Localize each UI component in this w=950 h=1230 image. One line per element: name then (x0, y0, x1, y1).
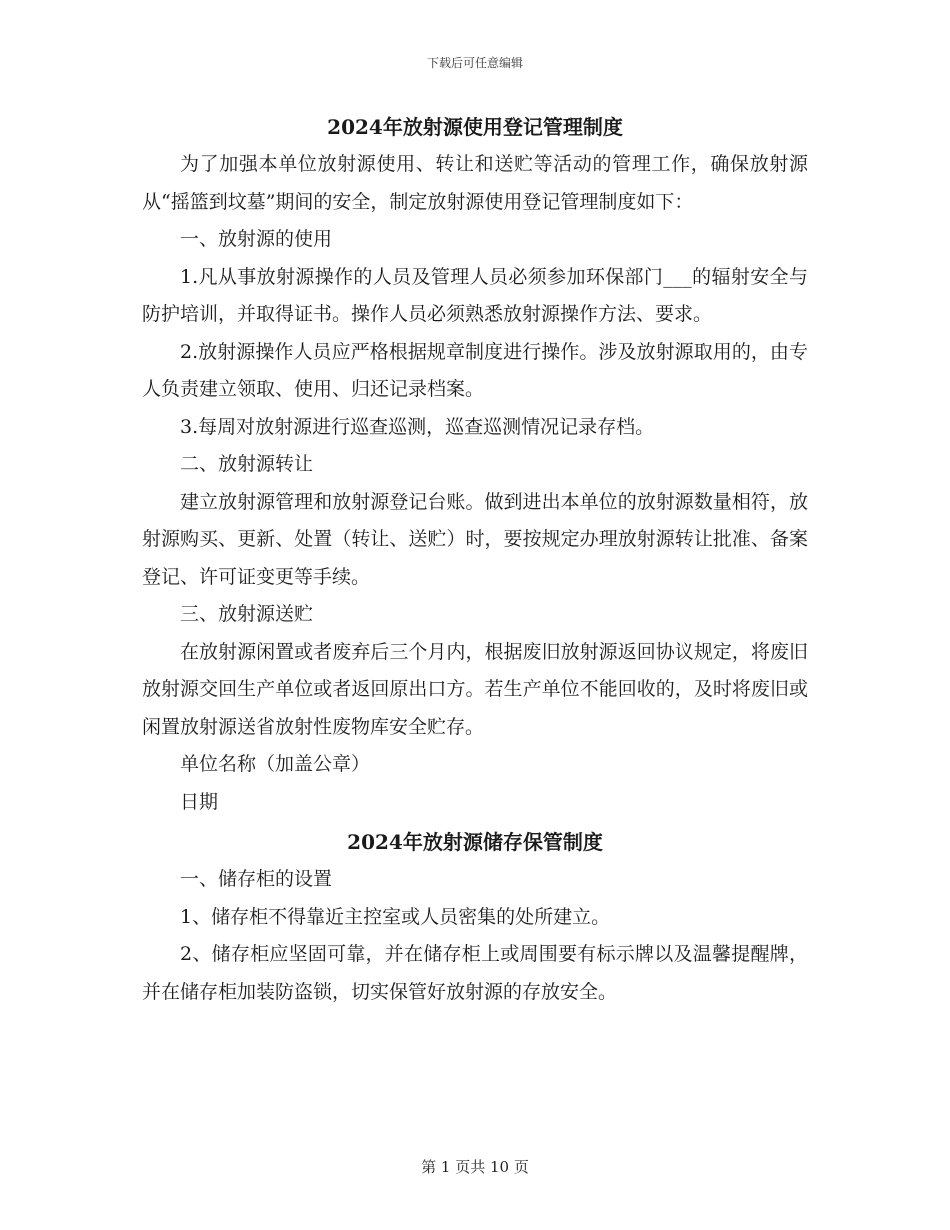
cabinet-item-2: 2、储存柜应坚固可靠，并在储存柜上或周围要有标示牌以及温馨提醒牌，并在储存柜加装防盗锁，切实保管好放射源的存放安全。 (142, 943, 808, 1003)
date-line: 日期 (180, 790, 219, 813)
document-body (142, 108, 808, 1011)
usage-item-3: 3.每周对放射源进行巡查巡测，巡查巡测情况记录存档。 (180, 415, 655, 438)
section-heading-usage: 一、放射源的使用 (180, 228, 333, 250)
section-heading-storage-delivery: 三、放射源送贮 (180, 603, 314, 625)
storage-delivery-paragraph: 在放射源闲置或者废弃后三个月内，根据废旧放射源返回协议规定，将废旧放射源交回生产单位或者返回原出口方。若生产单位不能回收的，及时将废旧或闲置放射源送省放射性废物库安全贮存。 (142, 640, 808, 738)
download-note: 下载后可任意编辑 (426, 56, 523, 70)
transfer-paragraph: 建立放射源管理和放射源登记台账。做到进出本单位的放射源数量相符，放射源购买、更新、处置（转让、送贮）时，要按规定办理放射源转让批准、备案登记、许可证变更等手续。 (142, 490, 808, 588)
usage-item-2: 2.放射源操作人员应严格根据规章制度进行操作。涉及放射源取用的，由专人负责建立领取、使用、归还记录档案。 (142, 340, 808, 400)
section-heading-cabinet: 一、储存柜的设置 (180, 868, 333, 890)
page-number: 第 1 页共 10 页 (421, 1158, 529, 1176)
cabinet-item-1: 1、储存柜不得靠近主控室或人员密集的处所建立。 (180, 905, 611, 928)
usage-item-1: 1.凡从事放射源操作的人员及管理人员必须参加环保部门___的辐射安全与防护培训，并取得证书。操作人员必须熟悉放射源操作方法、要求。 (142, 265, 808, 325)
unit-name-line: 单位名称（加盖公章） (180, 753, 371, 775)
second-document-title: 2024年放射源储存保管制度 (347, 830, 603, 854)
document-title: 2024年放射源使用登记管理制度 (327, 115, 623, 139)
intro-paragraph: 为了加强本单位放射源使用、转让和送贮等活动的管理工作，确保放射源从“摇篮到坟墓”期间的安全，制定放射源使用登记管理制度如下： (142, 153, 808, 213)
section-heading-transfer: 二、放射源转让 (180, 453, 314, 475)
